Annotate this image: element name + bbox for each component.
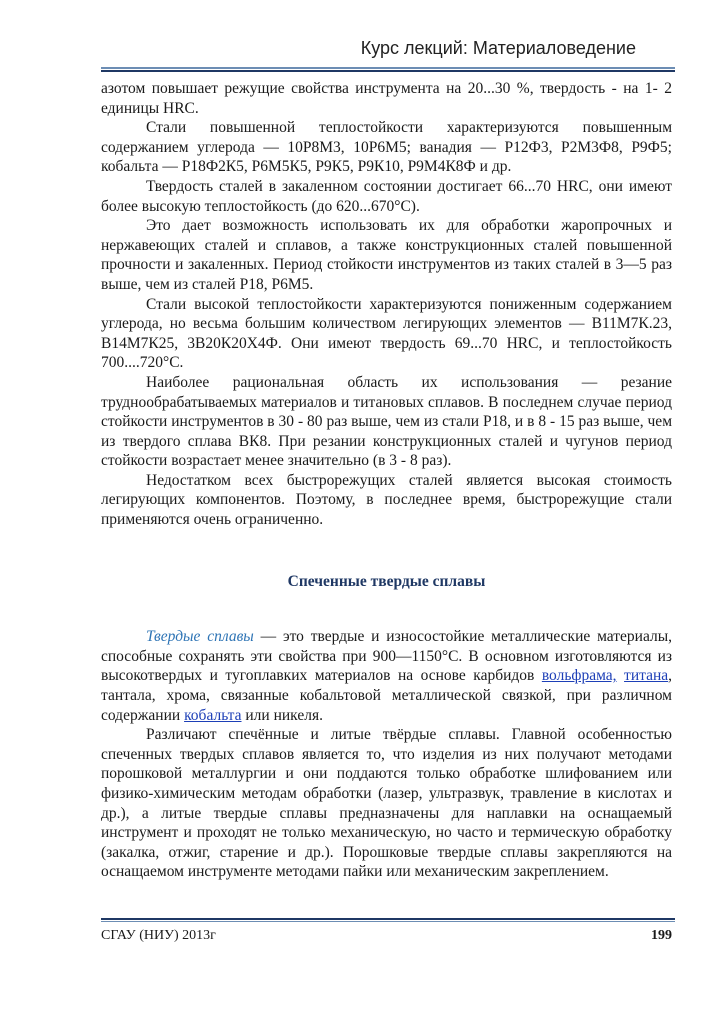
paragraph-sintered-vs-cast: Различают спечённые и литые твёрдые сплавы. Главной особенностью спеченных твердых сплавов является то, что изделия из них получают методами порошковой металлургии и они поддаются только обработке шлифованием или физико-химическим методам обработки (лазер, ультразвук, травление в кислотах и др.), а литые твердые сплавы предназначены для наплавки на оснащаемый инструмент и проходят не только механическую, но часто и термическую обработку (закалка, отжиг, старение и др.). Порошковые твердые сплавы закрепляются на оснащаемом инструменте методами пайки или механическим закреплением. [101, 726, 672, 881]
header-divider [101, 67, 675, 72]
section-heading: Спеченные твердые сплавы [287, 572, 486, 590]
page-header-title: Курс лекций: Материаловедение [360, 38, 636, 58]
footer-divider [101, 918, 675, 922]
footer-institution: СГАУ (НИУ) 2013г [101, 928, 216, 943]
term-hard-alloys: Твердые сплавы [146, 628, 254, 646]
paragraph-continuation: азотом повышает режущие свойства инструмента на 20...30 %, твердость - на 1- 2 единицы HRC. [101, 80, 672, 117]
paragraph-high-heat-resistance: Стали повышенной теплостойкости характеризуются повышенным содержанием углерода — 10Р8М3, 10Р6М5; ванадия — Р12Ф3, Р2М3Ф8, Р9Ф5; кобальта — Р18Ф2К5, Р6М5К5, Р9К5, Р9К10, Р9М4К8Ф и др. [101, 119, 672, 176]
paragraph-drawback: Недостатком всех быстрорежущих сталей является высокая стоимость легирующих компонентов. Поэтому, в последнее время, быстрорежущие стали применяются очень ограниченно. [101, 471, 672, 529]
paragraph-rational-use: Наиболее рациональная область их использования — резание труднообрабатываемых материалов и титановых сплавов. В последнем случае период стойкости инструментов в 30 - 80 раз выше, чем из стали Р18, и в 8 - 15 раз выше, чем из твердого сплава ВК8. При резании конструкционных сталей и чугунов период стойкости возрастает менее значительно (в 3 - 8 раз). [101, 373, 672, 470]
page-number: 199 [651, 928, 672, 943]
definition-text-1: — это твердые и износостойкие металлические материалы, способные сохранять эти свойства при 900—1150°С. В основном изготовляются из высокотвердых и тугоплавких материалов на основе карбидов [101, 628, 672, 685]
paragraph-definition [101, 627, 672, 725]
link-titanium[interactable]: титана [624, 667, 669, 685]
definition-text-2 [617, 667, 625, 684]
page-body [101, 79, 672, 882]
definition-text-4: или никеля. [241, 706, 323, 724]
link-cobalt[interactable]: кобальта [184, 706, 242, 724]
paragraph-very-high-heat-resistance: Стали высокой теплостойкости характеризуются пониженным содержанием углерода, но весьма большим количеством легирующих элементов — В11М7К.23, В14М7К25, 3В20К20Х4Ф. Они имеют твердость 69...70 HRC, и теплостойкость 700....720°С. [101, 295, 672, 372]
link-tungsten[interactable]: вольфрама, [541, 667, 617, 685]
paragraph-hardness: Твердость сталей в закаленном состоянии достигает 66...70 HRC, они имеют более высокую теплостойкость (до 620...670°С). [101, 177, 672, 215]
definition-text-3: , тантала, хрома, связанные кобальтовой металлической связкой, при различном содержании [101, 667, 673, 724]
paragraph-applications: Это дает возможность использовать их для обработки жаропрочных и нержавеющих сталей и сплавов, а также конструкционных сталей повышенной прочности и закаленных. Период стойкости инструментов из таких сталей в 3—5 раз выше, чем из сталей Р18, Р6М5. [101, 217, 672, 293]
